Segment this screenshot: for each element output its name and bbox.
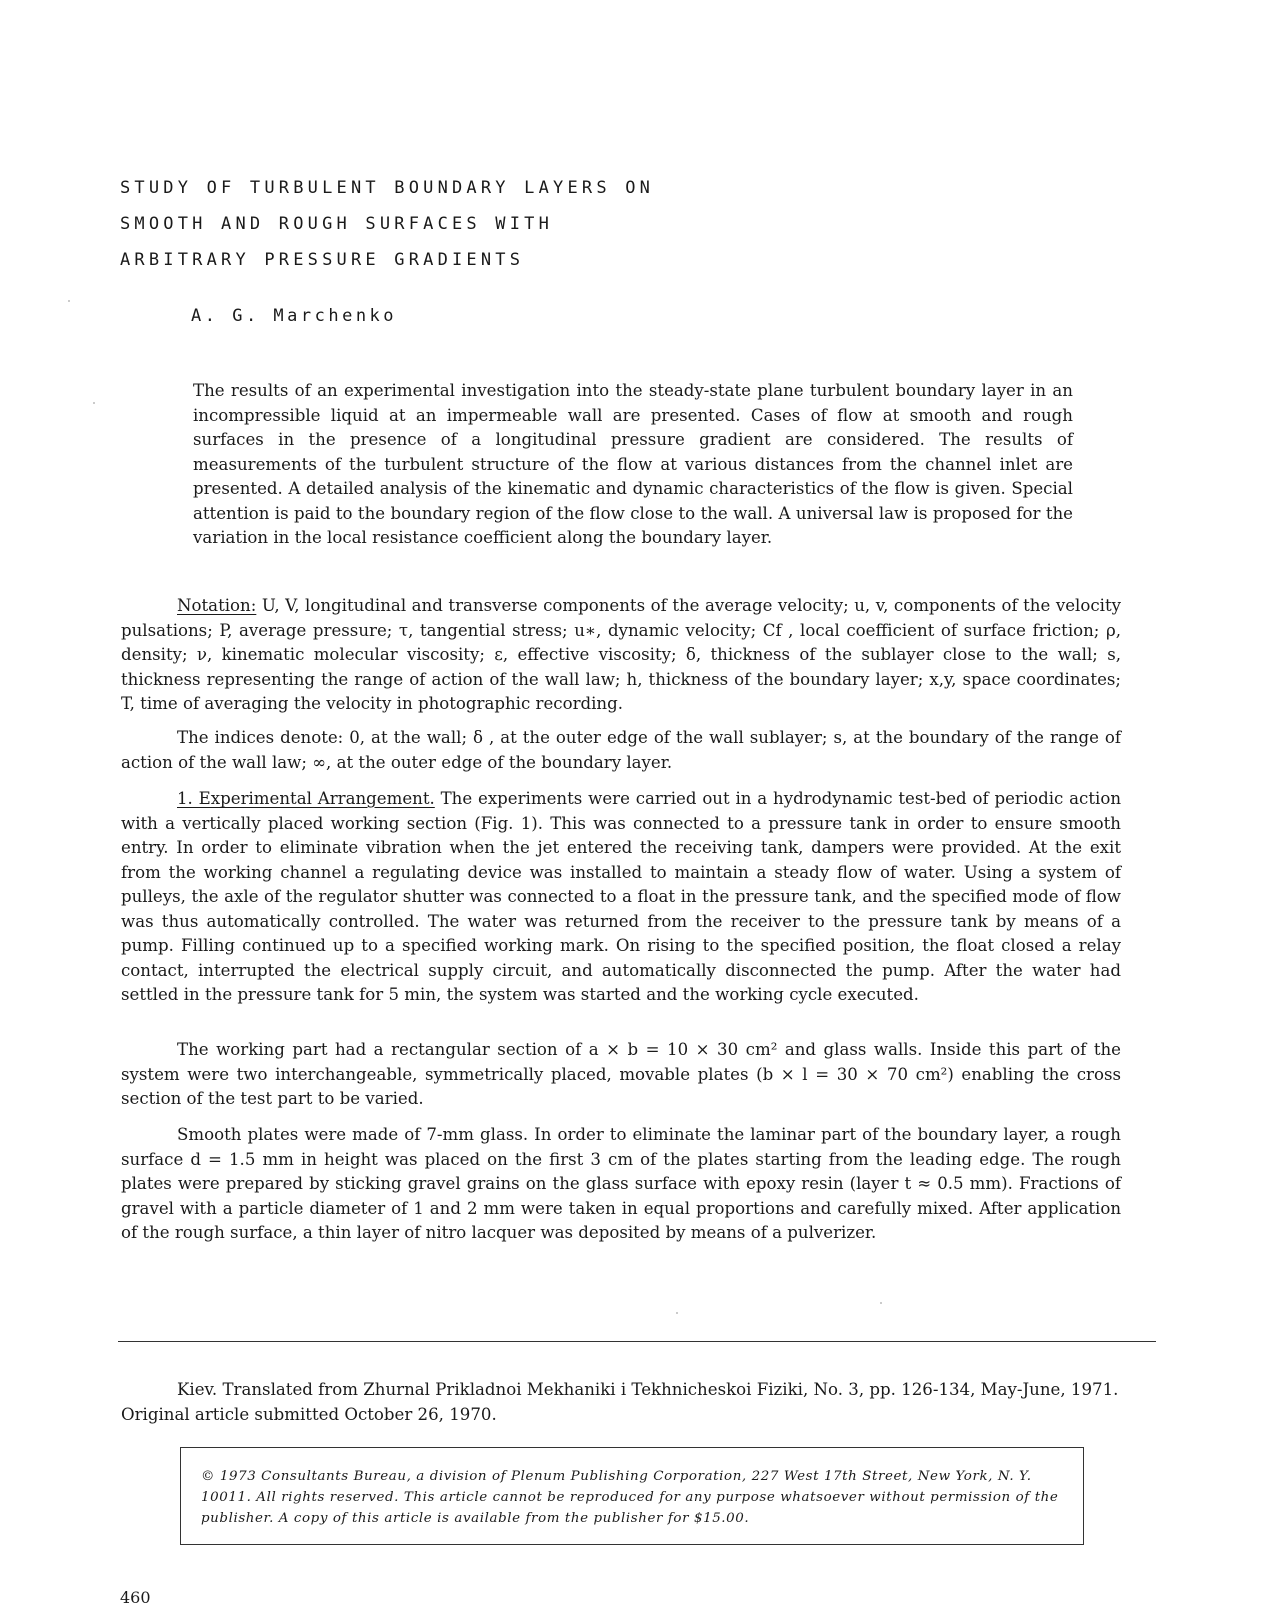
speck [68,300,70,302]
footnote [121,1378,1121,1427]
copyright-box [180,1447,1084,1545]
indices-text: The indices denote: 0, at the wall; δ , at the outer edge of the wall sublayer; s, at the boundary of the range of action of the wall law; ∞, at the outer edge of the boundary layer. [121,728,1121,772]
notation-text: U, V, longitudinal and transverse components of the average velocity; u, v, components of the velocity pulsations; P, average pressure; τ, tangential stress; u∗, dynamic velocity; Cf , local coefficient of surface friction; ρ, density; ν, kinematic molecular viscosity; ε, effective viscosity; δ, thickness of the sublayer close to the wall; s, thickness representing the range of action of the wall law; h, thickness of the boundary layer; x,y, space coordinates; T, time of averaging the velocity in photographic recording. [121,596,1121,713]
indices-paragraph [121,726,1121,775]
section-1-text: The experiments were carried out in a hydrodynamic test-bed of periodic action with a vertically placed working section (Fig. 1). This was connected to a pressure tank in order to ensure smooth entry. In order to eliminate vibration when the jet entered the receiving tank, dampers were provided. At the exit from the working channel a regulating device was installed to maintain a steady flow of water. Using a system of pulleys, the axle of the regulator shutter was connected to a float in the pressure tank, and the specified mode of flow was thus automatically controlled. The water was returned from the receiver to the pressure tank by means of a pump. Filling continued up to a specified working mark. On rising to the specified position, the float closed a relay contact, interrupted the electrical supply circuit, and automatically disconnected the pump. After the water had settled in the pressure tank for 5 min, the system was started and the working cycle executed. [121,789,1122,1004]
abstract: The results of an experimental investigation into the steady-state plane turbulent boundary layer in an incompressible liquid at an impermeable wall are presented. Cases of flow at smooth and rough surfaces in the presence of a longitudinal pressure gradient are considered. The results of measurements of the turbulent structure of the flow at various distances from the channel inlet are presented. A detailed analysis of the kinematic and dynamic characteristics of the flow is given. Special attention is paid to the boundary region of the flow close to the wall. A universal law is proposed for the variation in the local resistance coefficient along the boundary layer. [193,381,1073,547]
smooth-plates-paragraph [121,1123,1121,1246]
author: A. G. Marchenko [191,306,398,326]
footnote-text: Kiev. Translated from Zhurnal Prikladnoi Mekhaniki i Tekhnicheskoi Fiziki, No. 3, pp. 126-134, May-June, 1971. Original article submitted October 26, 1970. [121,1380,1119,1424]
notation-paragraph [121,594,1121,717]
speck [880,1302,882,1304]
working-part-text: The working part had a rectangular section of a × b = 10 × 30 cm² and glass walls. Inside this part of the system were two interchangeable, symmetrically placed, movable plates (b × l = 30 × 70 cm²) enabling the cross section of the test part to be varied. [121,1040,1121,1108]
copyright-text: © 1973 Consultants Bureau, a division of Plenum Publishing Corporation, 227 West 17th Street, New York, N. Y. 10011. All rights reserved. This article cannot be reproduced for any purpose whatsoever without permission of the publisher. A copy of this article is available from the publisher for $15.00. [201,1469,1059,1526]
section-1-heading: 1. Experimental Arrangement. [177,789,435,808]
smooth-plates-text: Smooth plates were made of 7-mm glass. In order to eliminate the laminar part of the boundary layer, a rough surface d = 1.5 mm in height was placed on the first 3 cm of the plates starting from the leading edge. The rough plates were prepared by sticking gravel grains on the glass surface with epoxy resin (layer t ≈ 0.5 mm). Fractions of gravel with a particle diameter of 1 and 2 mm were taken in equal proportions and carefully mixed. After application of the rough surface, a thin layer of nitro lacquer was deposited by means of a pulverizer. [121,1125,1121,1242]
speck [93,402,95,404]
title-line-2: SMOOTH AND ROUGH SURFACES WITH [120,214,554,234]
title-line-1: STUDY OF TURBULENT BOUNDARY LAYERS ON [120,178,655,198]
speck [676,1312,678,1314]
title-line-3: ARBITRARY PRESSURE GRADIENTS [120,250,525,270]
section-1-paragraph [121,787,1121,1008]
working-part-paragraph [121,1038,1121,1112]
notation-label: Notation: [177,596,257,615]
page-number: 460 [120,1588,151,1607]
footnote-divider [118,1341,1156,1342]
